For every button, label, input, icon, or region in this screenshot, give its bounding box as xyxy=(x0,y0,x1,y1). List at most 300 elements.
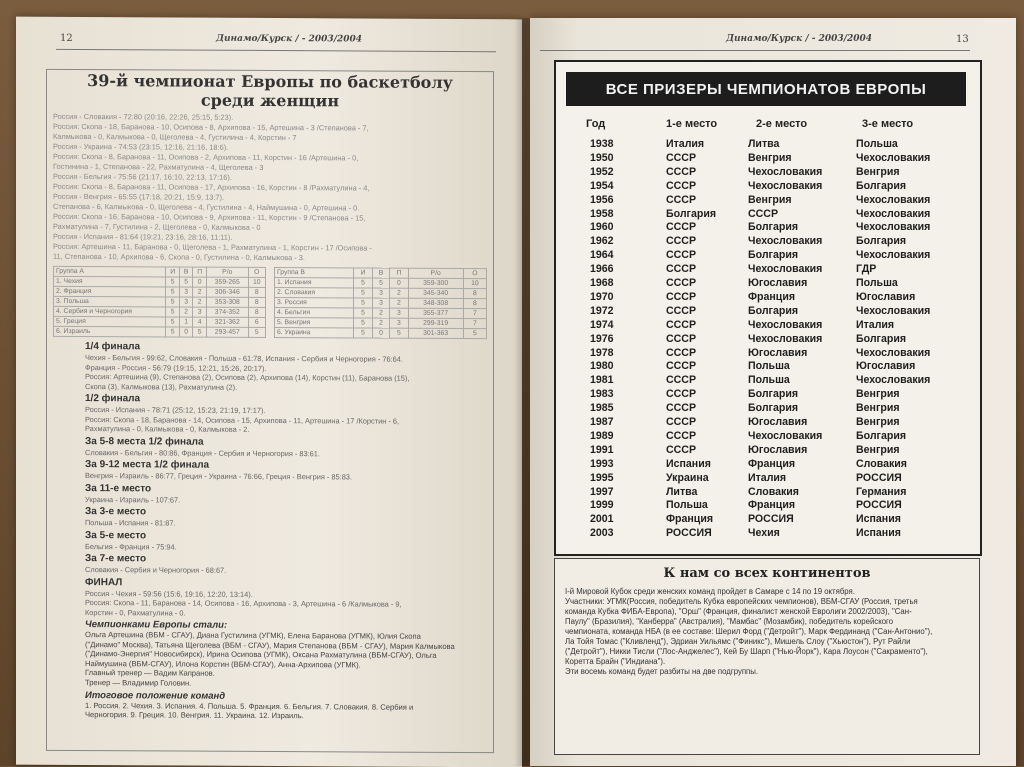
medal-bronze: РОССИЯ xyxy=(856,471,902,484)
medal-bronze: Болгария xyxy=(856,235,907,248)
medal-silver: Польша xyxy=(748,360,790,373)
continents-line: Паулу" (Бразилия), "Канберра" (Австралия), "Мамбас" (Мозамбик), победитель корейского xyxy=(565,617,894,626)
table-cell: 7 xyxy=(463,309,486,319)
table-cell: 5 xyxy=(193,327,207,337)
table-header-cell: О xyxy=(463,269,486,279)
continents-article xyxy=(554,558,980,755)
championship-article xyxy=(46,69,494,753)
medal-year: 1966 xyxy=(590,263,614,276)
medal-bronze: Чехословакия xyxy=(856,207,931,220)
medal-gold: СССР xyxy=(666,429,697,442)
table-header-cell: Р/о xyxy=(408,268,463,278)
medal-row xyxy=(556,374,980,387)
table-cell: 4. Сербия и Черногория xyxy=(54,306,166,317)
result-line: Россия: Скопа - 8, Баранова - 11, Осипова - 17, Архипова - 16, Корстин - 8 /Рахматулина - 4, xyxy=(53,181,370,193)
table-cell: 353-308 xyxy=(207,297,249,307)
medal-year: 1993 xyxy=(590,457,614,470)
medal-row xyxy=(556,333,980,346)
medal-gold: СССР xyxy=(666,290,697,303)
final-line: Черногория. 9. Греция. 10. Венгрия. 11. Украина. 12. Израиль. xyxy=(85,710,304,721)
table-cell: 6. Украина xyxy=(275,328,354,338)
header-rule xyxy=(56,49,496,52)
medal-year: 1960 xyxy=(590,221,614,234)
result-line: Россия - Украина - 74:53 (23:15, 12:16, 21:16, 18:6). xyxy=(53,141,229,152)
table-cell: 5. Венгрия xyxy=(275,318,354,328)
medal-year: 1964 xyxy=(590,249,614,262)
table-header-cell: В xyxy=(180,267,193,277)
medal-gold: СССР xyxy=(666,249,697,262)
table-cell: 5. Греция xyxy=(54,316,166,327)
medal-silver: Югославия xyxy=(748,346,808,359)
section-heading: За 11-е место xyxy=(85,482,152,494)
medal-row xyxy=(556,430,980,443)
table-cell: 8 xyxy=(463,299,486,309)
col-silver: 2-е место xyxy=(756,118,808,130)
section-line: Россия - Чехия - 59:56 (15:6, 19:16, 12:20, 13:14). xyxy=(85,588,253,599)
table-cell: 2. Франция xyxy=(54,286,166,297)
medal-silver: Чехословакия xyxy=(748,235,823,248)
medal-bronze: Югославия xyxy=(856,360,916,373)
table-cell: 6 xyxy=(248,317,265,327)
left-running-head: Динамо/Курск / - 2003/2004 xyxy=(216,33,363,45)
table-cell: 2 xyxy=(372,308,390,318)
section-line: Франция - Россия - 56:79 (19:15, 12:21, 15:26, 20:17). xyxy=(85,362,267,373)
head-coach: Главный тренер — Вадим Капранов. xyxy=(85,668,215,679)
section-heading: За 5-8 места 1/2 финала xyxy=(85,435,204,448)
group-a-table xyxy=(53,266,266,338)
table-cell: 5 xyxy=(166,287,180,297)
table-cell: 301-363 xyxy=(408,328,463,338)
medal-silver: СССР xyxy=(748,207,779,220)
medal-silver: Чехия xyxy=(748,527,780,540)
section-heading: 1/2 финала xyxy=(85,393,141,405)
medal-silver: Болгария xyxy=(748,304,799,317)
medal-gold: СССР xyxy=(666,318,697,331)
medal-row xyxy=(556,277,980,290)
medal-silver: Югославия xyxy=(748,443,808,456)
table-cell: 2 xyxy=(390,288,408,298)
medal-year: 1989 xyxy=(590,429,614,442)
continents-line: команда Кубка ФИБА-Европа), "Орш" (Франция, финалист женской Евролиги 2002/2003), "Сан- xyxy=(565,607,912,616)
medal-gold: СССР xyxy=(666,443,697,456)
medal-silver: Франция xyxy=(748,290,796,303)
medal-bronze: Чехословакия xyxy=(856,346,931,359)
champions-line: ("Динамо" Москва), Татьяна Щеголева (ВБМ - СГАУ), Мария Степанова (ВБМ - СГАУ), Мария Калмыкова xyxy=(85,639,455,651)
medal-silver: Чехословакия xyxy=(748,179,823,192)
group-b-table xyxy=(274,267,487,339)
continents-line: Эти восемь команд будет разбиты на две подгруппы. xyxy=(565,667,759,676)
medal-silver: Болгария xyxy=(748,388,799,401)
col-bronze: 3-е место xyxy=(862,118,914,130)
table-cell: 5 xyxy=(166,327,180,337)
medal-bronze: Венгрия xyxy=(856,402,900,415)
medal-silver: Болгария xyxy=(748,249,799,262)
medal-year: 1972 xyxy=(590,304,614,317)
medal-year: 1938 xyxy=(590,138,614,150)
table-row xyxy=(54,326,266,337)
medal-year: 1954 xyxy=(590,179,614,192)
result-line: Россия - Словакия - 72:80 (20:16, 22:26, 25:15, 5:23). xyxy=(53,111,234,122)
medal-year: 1970 xyxy=(590,290,614,303)
medal-gold: СССР xyxy=(666,332,697,345)
result-line: 11, Степанова - 10, Архипова - 6, Скопа - 0, Густилина - 0, Калмыкова - 3. xyxy=(53,251,305,263)
section-line: Украина - Израиль - 107:67. xyxy=(85,494,181,505)
medal-bronze: Италия xyxy=(856,318,895,331)
table-cell: 5 xyxy=(166,317,180,327)
section-heading: ФИНАЛ xyxy=(85,576,123,588)
section-line: Россия - Испания - 78:71 (25:12, 15:23, 21:19, 17:17). xyxy=(85,405,266,415)
medal-row xyxy=(556,152,980,165)
table-cell: 1. Испания xyxy=(275,278,354,288)
medal-bronze: Чехословакия xyxy=(856,249,931,262)
table-header-cell: Группа А xyxy=(54,266,166,277)
result-line: Россия: Скопа - 16, Баранова - 10, Осипова - 9, Архипова - 11, Корстин - 9 /Степанова - 15, xyxy=(53,211,366,223)
medal-row xyxy=(556,486,980,499)
article-title-line1: 39-й чемпионат Европы по баскетболу xyxy=(87,71,453,92)
medal-bronze: Чехословакия xyxy=(856,221,931,234)
section-heading: За 9-12 места 1/2 финала xyxy=(85,459,210,471)
section-line: Корстин - 0, Рахматулина - 0. xyxy=(85,607,186,618)
medal-bronze: Словакия xyxy=(856,457,907,470)
medal-gold: СССР xyxy=(666,263,697,276)
table-cell: 10 xyxy=(463,279,486,289)
table-cell: 4. Бельгия xyxy=(275,308,354,318)
medal-row xyxy=(556,458,980,471)
medal-gold: СССР xyxy=(666,402,697,415)
medal-gold: Польша xyxy=(666,499,708,512)
header-rule xyxy=(540,50,970,51)
medal-silver: Чехословакия xyxy=(748,318,823,331)
champions-line: Ольга Артешина (ВБМ - СГАУ), Диана Густилина (УГМК), Елена Баранова (УГМК), Юлия Скопа xyxy=(85,630,421,641)
medal-year: 1956 xyxy=(590,193,614,206)
table-cell: 7 xyxy=(463,319,486,329)
medal-silver: Болгария xyxy=(748,221,799,234)
table-row xyxy=(275,328,487,339)
table-cell: 8 xyxy=(248,297,265,307)
table-header-cell: В xyxy=(372,268,390,278)
result-line: Россия: Скопа - 8, Баранова - 11, Осипова - 2, Архипова - 11, Корстин - 16 /Артешина - 0, xyxy=(53,151,359,163)
medal-year: 1991 xyxy=(590,443,614,456)
section-line: Бельгия - Франция - 75:94. xyxy=(85,541,177,552)
table-cell: 374-352 xyxy=(207,307,249,317)
coach: Тренер — Владимир Головин. xyxy=(85,678,192,688)
medal-row xyxy=(556,235,980,248)
medal-year: 1952 xyxy=(590,165,614,178)
medal-row xyxy=(556,360,980,373)
table-cell: 3 xyxy=(180,287,193,297)
table-cell: 5 xyxy=(166,307,180,317)
section-line: Чехия - Бельгия - 99:62, Словакия - Польша - 61:78, Испания - Сербия и Черногория - 76:64. xyxy=(85,353,403,364)
medal-year: 1968 xyxy=(590,277,614,289)
medal-bronze: Чехословакия xyxy=(856,374,931,387)
table-cell: 4 xyxy=(193,317,207,327)
col-gold: 1-е место xyxy=(666,118,718,130)
group-tables xyxy=(53,266,487,339)
table-cell: 8 xyxy=(248,307,265,317)
table-cell: 299-319 xyxy=(408,318,463,328)
medal-gold: СССР xyxy=(666,235,697,248)
left-page-number: 12 xyxy=(60,32,73,44)
medal-silver: Югославия xyxy=(748,416,808,428)
medal-silver: Чехословакия xyxy=(748,429,823,442)
continents-title: К нам со всех континентов xyxy=(663,566,871,581)
medal-gold: СССР xyxy=(666,304,697,317)
medal-row xyxy=(556,416,980,429)
champions-list xyxy=(85,630,487,670)
medal-gold: СССР xyxy=(666,346,697,359)
col-year: Год xyxy=(586,118,606,130)
medal-bronze: Венгрия xyxy=(856,388,900,401)
final-standings xyxy=(85,701,487,722)
medal-row xyxy=(556,319,980,332)
medal-year: 2003 xyxy=(590,527,614,540)
section-heading: За 5-е место xyxy=(85,529,147,541)
medal-row xyxy=(556,221,980,234)
medal-year: 1962 xyxy=(590,235,614,248)
medal-gold: Украина xyxy=(666,471,709,484)
medal-year: 2001 xyxy=(590,513,614,526)
medal-row xyxy=(556,138,980,151)
table-cell: 2 xyxy=(372,318,390,328)
medal-row xyxy=(556,194,980,207)
champions-heading: Чемпионками Европы стали: xyxy=(85,619,228,631)
table-cell: 3 xyxy=(390,318,408,328)
medal-bronze: Германия xyxy=(856,485,907,498)
table-header-cell: О xyxy=(248,267,265,277)
result-line: Гостинина - 1, Степанова - 22, Рахматулина - 4, Щеголева - 3 xyxy=(53,161,264,172)
medal-gold: Болгария xyxy=(666,207,717,220)
result-line: Россия - Испания - 81:64 (19:21, 23:16, 28:16, 11:11). xyxy=(53,231,233,242)
table-cell: 8 xyxy=(463,289,486,299)
medal-gold: СССР xyxy=(666,179,697,192)
section-line: Венгрия - Израиль - 86:77, Греция - Украина - 76:66, Греция - Венгрия - 85:83. xyxy=(85,471,352,482)
table-cell: 5 xyxy=(354,278,372,288)
table-cell: 345-340 xyxy=(408,288,463,298)
section-line: Польша - Испания - 81:87. xyxy=(85,518,176,528)
champions-line: Наймушина (ВБМ-СГАУ), Илона Корстин (ВБМ-СГАУ), Анна-Архипова (УГМК). xyxy=(85,658,361,670)
table-cell: 1. Чехия xyxy=(54,276,166,287)
final-line: 1. Россия. 2. Чехия. 3. Испания. 4. Польша. 5. Франция. 6. Бельгия. 7. Словакия. 8. Сербия и xyxy=(85,700,414,712)
medal-year: 1981 xyxy=(590,374,614,387)
table-cell: 2 xyxy=(193,297,207,307)
medal-silver: Венгрия xyxy=(748,151,792,164)
medal-year: 1958 xyxy=(590,207,614,220)
medal-bronze: Венгрия xyxy=(856,443,900,456)
table-cell: 3 xyxy=(372,288,390,298)
medal-row xyxy=(556,305,980,318)
medal-gold: РОССИЯ xyxy=(666,527,712,540)
medal-silver: Чехословакия xyxy=(748,332,823,345)
table-cell: 8 xyxy=(248,287,265,297)
table-cell: 0 xyxy=(390,278,408,288)
table-cell: 0 xyxy=(193,277,207,287)
result-line: Россия - Венгрия - 65:55 (17:18, 20:21, 15:9, 13:7). xyxy=(53,191,225,202)
table-cell: 5 xyxy=(248,327,265,337)
medal-row xyxy=(556,249,980,262)
table-cell: 5 xyxy=(166,277,180,287)
table-cell: 3 xyxy=(180,297,193,307)
medal-year: 1974 xyxy=(590,318,614,331)
result-line: Россия - Бельгия - 75:56 (21:17, 16:10, 22:13, 17:16). xyxy=(53,171,232,182)
medal-gold: СССР xyxy=(666,165,697,178)
table-cell: 3 xyxy=(372,298,390,308)
medal-gold: СССР xyxy=(666,388,697,401)
medal-silver: Литва xyxy=(748,138,780,150)
medal-bronze: Польша xyxy=(856,277,898,289)
medal-gold: СССР xyxy=(666,416,697,428)
table-cell: 359-300 xyxy=(408,278,463,288)
result-line: Калмыкова - 0, Калмыкова - 0, Щеголева - 4, Густилина - 4, Корстин - 7 xyxy=(53,131,297,143)
medal-row xyxy=(556,180,980,193)
medal-year: 1976 xyxy=(590,332,614,345)
continents-line: I-й Мировой Кубок среди женских команд пройдет в Самаре с 14 по 19 октября. xyxy=(565,587,855,596)
medalists-banner: ВСЕ ПРИЗЕРЫ ЧЕМПИОНАТОВ ЕВРОПЫ xyxy=(566,72,966,106)
medal-gold: Испания xyxy=(666,457,711,470)
medal-row xyxy=(556,527,980,540)
medal-row xyxy=(556,499,980,512)
left-page xyxy=(16,17,522,767)
article-title-line2: среди женщин xyxy=(200,90,340,111)
right-page-number: 13 xyxy=(956,34,969,45)
medal-year: 1950 xyxy=(590,151,614,164)
table-cell: 5 xyxy=(180,277,193,287)
continents-line: ("Детройт"), Никки Тисли ("Лос-Анджелес"), Кей Бу Шарп ("Нью-Йорк"), Кара Лоусон ("Сакраменто"), xyxy=(565,647,928,656)
table-cell: 3 xyxy=(390,308,408,318)
table-cell: 2 xyxy=(193,287,207,297)
table-header-cell: И xyxy=(166,267,180,277)
right-running-head: Динамо/Курск / - 2003/2004 xyxy=(726,34,873,44)
medal-gold: СССР xyxy=(666,374,697,387)
table-cell: 355-377 xyxy=(408,308,463,318)
continents-line: Коретта Брайн ("Индиана"). xyxy=(565,657,666,666)
medal-bronze: Испания xyxy=(856,513,901,526)
table-cell: 5 xyxy=(354,288,372,298)
table-cell: 2 xyxy=(390,298,408,308)
medal-gold: СССР xyxy=(666,221,697,234)
result-line: Рахматулина - 7, Густилина - 2, Щеголева - 0, Калмыкова - 0 xyxy=(53,221,261,232)
table-cell: 293-457 xyxy=(207,327,249,337)
medal-silver: Чехословакия xyxy=(748,165,823,178)
medal-gold: Литва xyxy=(666,485,698,498)
medal-year: 1995 xyxy=(590,471,614,484)
medal-row xyxy=(556,263,980,276)
medal-bronze: Чехословакия xyxy=(856,193,931,206)
table-cell: 321-362 xyxy=(207,317,249,327)
medal-year: 1980 xyxy=(590,360,614,373)
medal-year: 1978 xyxy=(590,346,614,359)
table-cell: 1 xyxy=(180,317,193,327)
medal-row xyxy=(556,388,980,401)
continents-line: Участники: УГМК(Россия, победитель Кубка европейских чемпионов), ВБМ-СГАУ (Россия, третья xyxy=(565,597,918,606)
medalists-table xyxy=(554,60,982,556)
table-cell: 359-265 xyxy=(207,277,249,287)
medal-bronze: Болгария xyxy=(856,332,907,345)
table-cell: 3. Польша xyxy=(54,296,166,307)
medal-silver: Италия xyxy=(748,471,787,484)
result-line: Россия: Артешина - 11, Баранова - 0, Щеголева - 1, Рахматулина - 1, Корстин - 17 /Осипова - xyxy=(53,241,372,253)
medal-bronze: Чехословакия xyxy=(856,304,931,317)
medal-gold: СССР xyxy=(666,277,697,289)
champions-block xyxy=(47,619,493,722)
table-cell: 2 xyxy=(180,307,193,317)
medal-silver: Югославия xyxy=(748,277,808,289)
section-heading: За 3-е место xyxy=(85,506,147,518)
right-page xyxy=(530,18,1016,766)
medal-row xyxy=(556,472,980,485)
table-cell: 306-346 xyxy=(207,287,249,297)
medal-year: 1983 xyxy=(590,388,614,401)
table-header-cell: И xyxy=(354,268,372,278)
section-heading: 1/4 финала xyxy=(85,341,141,353)
table-cell: 5 xyxy=(463,329,486,339)
medal-gold: Италия xyxy=(666,138,705,150)
table-cell: 6. Израиль xyxy=(54,326,166,337)
medal-bronze: Венгрия xyxy=(856,416,900,428)
medal-year: 1997 xyxy=(590,485,614,498)
table-header-cell: Группа В xyxy=(275,268,354,278)
section-heading: За 7-е место xyxy=(85,553,147,565)
table-cell: 5 xyxy=(390,328,408,338)
result-line: Степанова - 6, Калмыкова - 0, Щеголева - 4, Густилина - 4, Наймушина - 0, Артешина - 0. xyxy=(53,201,360,213)
table-cell: 348-308 xyxy=(408,298,463,308)
table-cell: 0 xyxy=(372,328,390,338)
section-line: Россия: Артешина (9), Степанова (2), Осипова (2), Архипова (14), Корстин (11), Баранова (15), xyxy=(85,372,410,383)
medal-row xyxy=(556,166,980,179)
champions-line: ("Динамо-Энергия" Новосибирск), Ирина Осипова (УГМК), Оксана Рахматулина (ВБМ-СГАУ), Ольга xyxy=(85,649,437,661)
playoff-sections xyxy=(47,337,493,619)
table-header-cell: П xyxy=(193,267,207,277)
continents-line: чемпионата, команда НБА (в ее составе: Шерил Форд ("Детройт"), Марк Фердинанд ("Сан-Антонио"), xyxy=(565,627,933,636)
medal-gold: СССР xyxy=(666,193,697,206)
medal-row xyxy=(556,402,980,415)
table-cell: 5 xyxy=(354,328,372,338)
medal-row xyxy=(556,513,980,526)
medal-silver: Болгария xyxy=(748,402,799,415)
section-line: Рахматулина - 0, Калмыкова - 0, Калмыкова - 2. xyxy=(85,424,250,434)
result-line: Россия: Скопа - 18, Баранова - 10, Осипова - 8, Архипова - 15, Артешина - 3 /Степанова - 7, xyxy=(53,121,369,133)
medal-gold: СССР xyxy=(666,360,697,373)
table-cell: 5 xyxy=(354,318,372,328)
medal-silver: РОССИЯ xyxy=(748,513,794,526)
medal-bronze: ГДР xyxy=(856,263,877,276)
table-cell: 5 xyxy=(372,278,390,288)
medal-bronze: Венгрия xyxy=(856,165,900,178)
medal-gold: Франция xyxy=(666,513,714,526)
table-header-cell: Р/о xyxy=(207,267,249,277)
medal-row xyxy=(556,208,980,221)
medal-year: 1985 xyxy=(590,402,614,415)
medal-silver: Словакия xyxy=(748,485,799,498)
group-results xyxy=(47,108,493,264)
medal-bronze: Чехословакия xyxy=(856,151,931,164)
section-line: Россия: Скопа - 11, Баранова - 14, Осипова - 16, Архипова - 3, Артешина - 6 /Калмыкова - 9, xyxy=(85,598,402,609)
section-line: Словакия - Сербия и Черногория - 68:67. xyxy=(85,565,227,575)
medal-silver: Чехословакия xyxy=(748,263,823,276)
medal-bronze: Югославия xyxy=(856,290,916,303)
table-cell: 0 xyxy=(180,327,193,337)
medal-row xyxy=(556,347,980,360)
medal-year: 1999 xyxy=(590,499,614,512)
continents-line: Ла Тойя Томас ("Кливленд"), Эдриан Уильямс ("Финикс"), Мишель Слоу ("Хьюстон"), Рут Райли xyxy=(565,637,911,646)
section-line: Скопа (3), Калмыкова (13), Рахматулина (2). xyxy=(85,381,238,392)
medal-silver: Венгрия xyxy=(748,193,792,206)
table-cell: 5 xyxy=(166,297,180,307)
medal-bronze: РОССИЯ xyxy=(856,499,902,512)
continents-text xyxy=(555,581,979,677)
medal-row xyxy=(556,444,980,457)
medal-row xyxy=(556,291,980,304)
medal-bronze: Польша xyxy=(856,138,898,150)
